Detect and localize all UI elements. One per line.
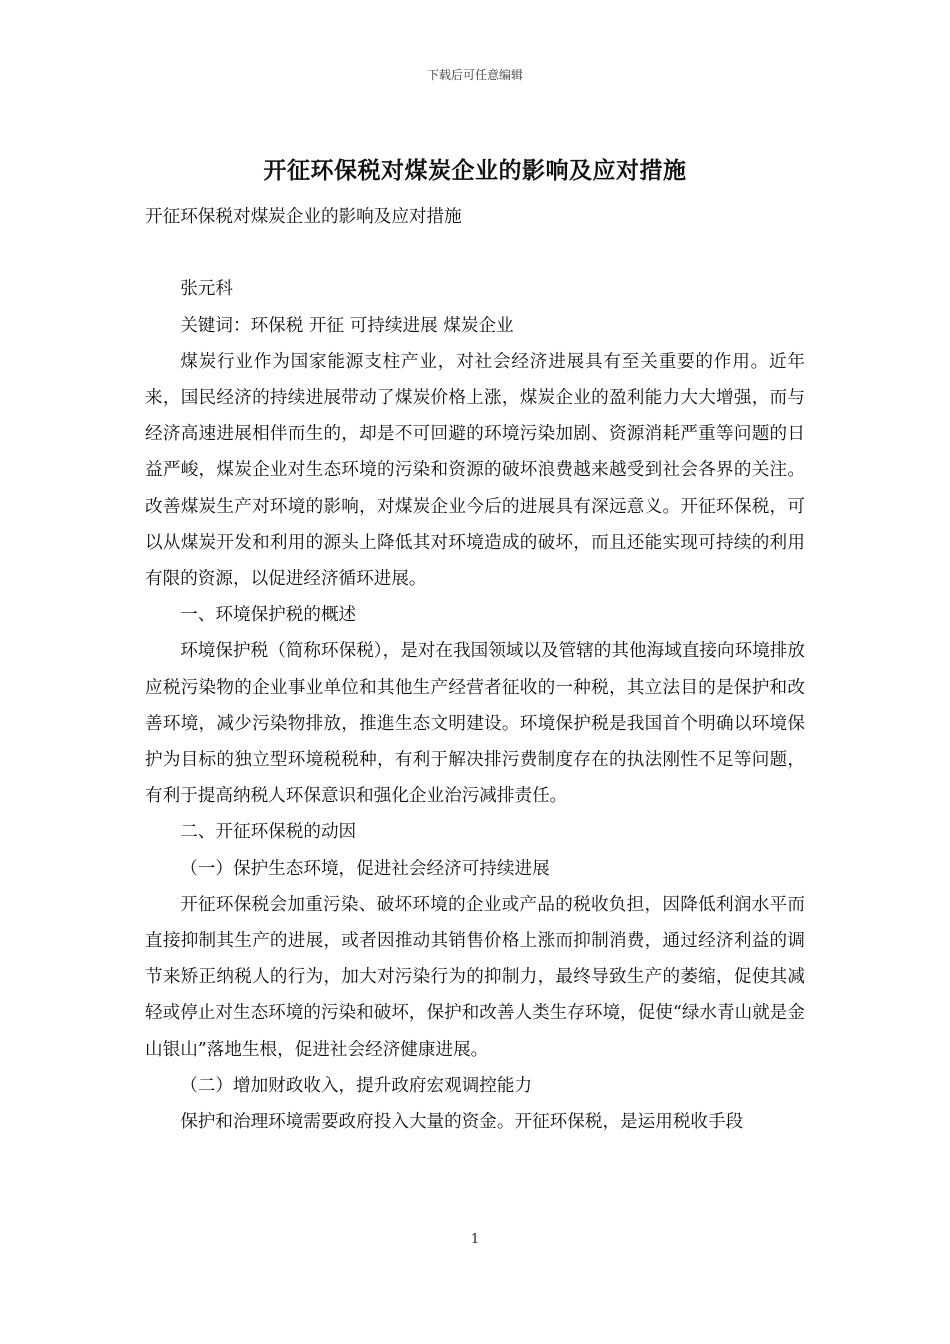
paragraph-definition: 环境保护税（简称环保税），是对在我国领域以及管辖的其他海域直接向环境排放应税污染物的企业事业单位和其他生产经营者征收的一种税，其立法目的是保护和改善环境，减少污染物排放，推進生态文明建设。环境保护税是我国首个明确以环境保护为目标的独立型环境税税种，有利于解决排污费制度存在的执法刚性不足等问题，有利于提高纳税人环保意识和强化企业治污减排责任。: [145, 641, 805, 807]
paragraph-finance: 保护和治理环境需要政府投入大量的资金。开征环保税，是运用税收手段: [180, 1112, 744, 1133]
section-heading-1: 一、环境保护税的概述: [180, 605, 357, 626]
paragraph-ecology: 开征环保税会加重污染、破坏环境的企业或产品的税收负担，因降低利润水平而直接抑制其生产的进展，或者因推动其销售价格上涨而抑制消费，通过经济利益的调节来矫正纳税人的行为，加大对污染行为的抑制力，最终导致生产的萎缩，促使其减轻或停止对生态环境的污染和破坏，保护和改善人类生存环境，促使“绿水青山就是金山银山”落地生根，促进社会经济健康进展。: [145, 894, 805, 1060]
subsection-heading-1: （一）保护生态环境，促进社会经济可持续进展: [180, 858, 550, 879]
blank-line: [145, 235, 805, 271]
document-title: 开征环保税对煤炭企业的影响及应对措施: [263, 157, 687, 184]
document-subtitle: 开征环保税对煤炭企业的影响及应对措施: [145, 207, 462, 227]
section-heading-2: 二、开征环保税的动因: [180, 822, 357, 843]
subsection-heading-2: （二）增加财政收入，提升政府宏观调控能力: [180, 1075, 533, 1096]
paragraph-intro: 煤炭行业作为国家能源支柱产业，对社会经济进展具有至关重要的作用。近年来，国民经济的持续进展带动了煤炭价格上涨，煤炭企业的盈利能力大大增强，而与经济高速进展相伴而生的，却是不可回避的环境污染加剧、资源消耗严重等问题的日益严峻，煤炭企业对生态环境的污染和资源的破坏浪费越来越受到社会各界的关注。改善煤炭生产对环境的影响，对煤炭企业今后的进展具有深远意义。开征环保税，可以从煤炭开发和利用的源头上降低其对环境造成的破坏，而且还能实现可持续的利用有限的资源，以促进经济循环进展。: [145, 351, 805, 590]
document-body: [145, 199, 805, 1140]
author-name: 张元科: [180, 279, 233, 300]
keywords-line: 关键词：环保税 开征 可持续进展 煤炭企业: [180, 315, 514, 336]
page-number: 1: [470, 1232, 480, 1247]
page-header-note: 下载后可任意编辑: [426, 68, 523, 82]
